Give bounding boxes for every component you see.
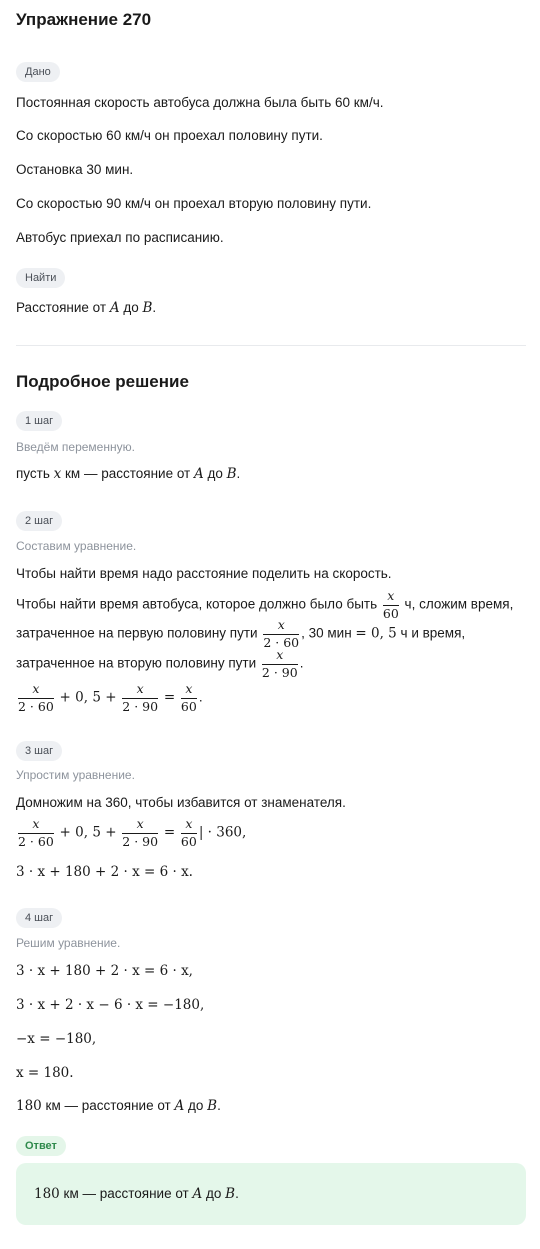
step-line: затраченное на вторую половину пути $\frac{x}{2 \cdot 90}$ . bbox=[16, 647, 304, 680]
fraction: $\frac{x}{2 \cdot 60}$ bbox=[18, 681, 54, 714]
equation: x = 180. bbox=[16, 1065, 74, 1081]
step-line: Чтобы найти время надо расстояние поделить на скорость. bbox=[16, 566, 392, 581]
given-tag: Дано bbox=[16, 62, 60, 82]
answer-text: 180 км — расстояние от A до B. bbox=[34, 1186, 239, 1202]
given-line: Со скоростью 90 км/ч он проехал вторую половину пути. bbox=[16, 196, 372, 211]
given-line: Со скоростью 60 км/ч он проехал половину пути. bbox=[16, 128, 323, 143]
find-tag: Найти bbox=[16, 268, 65, 288]
fraction: $\frac{x}{60}$ bbox=[180, 681, 197, 714]
step-subtitle: Упростим уравнение. bbox=[16, 768, 135, 782]
equation: $\frac{x}{2 \cdot 60}$ + 0, 5 + $\frac{x}{2 \cdot 90}$ = $\frac{x}{60}$ . bbox=[18, 681, 203, 714]
page-title: Упражнение 270 bbox=[16, 10, 152, 29]
step-line: затраченное на первую половину пути $\frac{x}{2 \cdot 60}$ , 30 мин = 0, 5 ч и время, bbox=[16, 617, 466, 650]
step-tag: 1 шаг bbox=[16, 411, 62, 431]
find-line: Расстояние от A до B. bbox=[16, 300, 157, 316]
fraction: $\frac{x}{60}$ bbox=[180, 816, 197, 849]
equation: $\frac{x}{2 \cdot 60}$ + 0, 5 + $\frac{x}{2 \cdot 90}$ = $\frac{x}{60}$ | · 360, bbox=[18, 816, 247, 849]
given-line: Автобус приехал по расписанию. bbox=[16, 230, 224, 245]
fraction: $\frac{x}{2 \cdot 60}$ bbox=[18, 816, 54, 849]
fraction: $\frac{x}{60}$ bbox=[382, 588, 399, 621]
fraction: $\frac{x}{2 \cdot 60}$ bbox=[263, 617, 300, 650]
equation: 3 · x + 180 + 2 · x = 6 · x. bbox=[16, 864, 193, 880]
given-line: Постоянная скорость автобуса должна была быть 60 км/ч. bbox=[16, 95, 384, 110]
step-result: 180 км — расстояние от A до B. bbox=[16, 1098, 221, 1114]
fraction: $\frac{x}{2 \cdot 90}$ bbox=[122, 681, 159, 714]
equation: 3 · x + 180 + 2 · x = 6 · x, bbox=[16, 963, 193, 979]
fraction: $\frac{x}{2 \cdot 90}$ bbox=[261, 647, 298, 680]
step-line: пусть x км — расстояние от A до B. bbox=[16, 466, 241, 482]
answer-box bbox=[16, 1163, 526, 1225]
step-subtitle: Введём переменную. bbox=[16, 440, 135, 454]
solution-title: Подробное решение bbox=[16, 372, 189, 391]
step-tag: 3 шаг bbox=[16, 741, 62, 761]
fraction: $\frac{x}{2 \cdot 90}$ bbox=[122, 816, 159, 849]
equation: 3 · x + 2 · x − 6 · x = −180, bbox=[16, 997, 205, 1013]
step-tag: 4 шаг bbox=[16, 908, 62, 928]
equation: −x = −180, bbox=[16, 1031, 97, 1047]
step-line: Чтобы найти время автобуса, которое должно было быть $\frac{x}{60}$ ч, сложим время, bbox=[16, 588, 514, 621]
step-tag: 2 шаг bbox=[16, 511, 62, 531]
answer-tag: Ответ bbox=[16, 1136, 66, 1156]
step-subtitle: Составим уравнение. bbox=[16, 539, 137, 553]
divider bbox=[16, 345, 526, 346]
step-subtitle: Решим уравнение. bbox=[16, 936, 121, 950]
step-line: Домножим на 360, чтобы избавится от знаменателя. bbox=[16, 795, 346, 810]
given-line: Остановка 30 мин. bbox=[16, 162, 134, 177]
